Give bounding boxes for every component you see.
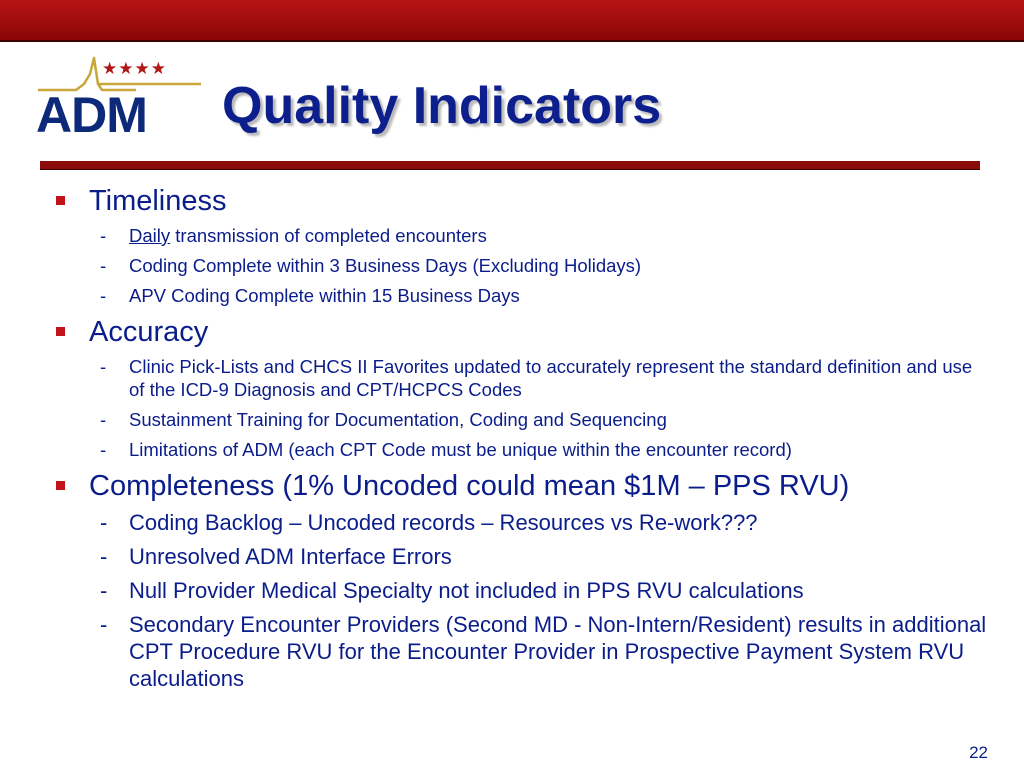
accuracy-list: [52, 355, 992, 461]
underlined-text: Daily: [129, 225, 171, 246]
dash-bullet: -: [100, 409, 107, 430]
list-item: - Coding Backlog – Uncoded records – Resources vs Re-work???: [100, 510, 758, 535]
section-heading-completeness: Completeness (1% Uncoded could mean $1M – PPS RVU): [52, 469, 992, 503]
dash-bullet: -: [100, 356, 107, 377]
section-heading-timeliness: Timeliness: [52, 184, 992, 218]
list-item: - APV Coding Complete within 15 Business Days: [100, 285, 520, 306]
square-bullet-icon: [56, 481, 65, 490]
dash-bullet: -: [100, 255, 107, 276]
title-divider: [40, 161, 980, 170]
timeliness-list: [52, 224, 992, 307]
list-item: - Null Provider Medical Specialty not included in PPS RVU calculations: [100, 578, 804, 603]
dash-bullet: -: [100, 439, 107, 460]
slide-title: Quality Indicators: [222, 77, 662, 135]
logo-text: ADM: [36, 87, 147, 143]
completeness-list: [52, 509, 992, 692]
list-item: - Secondary Encounter Providers (Second MD - Non-Intern/Resident) results in additional CPT Procedure RVU for the Encounter Provider in Prospective Payment System RVU calculations: [100, 612, 987, 691]
list-item: - Limitations of ADM (each CPT Code must be unique within the encounter record): [100, 439, 792, 460]
top-banner: [0, 0, 1024, 42]
list-item: - Coding Complete within 3 Business Days (Excluding Holidays): [100, 255, 642, 276]
dash-bullet: -: [100, 510, 108, 535]
dash-bullet: -: [100, 544, 108, 569]
list-item: - Daily transmission of completed encounters: [100, 225, 487, 246]
slide-body: [52, 184, 992, 700]
dash-bullet: -: [100, 285, 107, 306]
dash-bullet: -: [100, 225, 107, 246]
list-item: - Sustainment Training for Documentation, Coding and Sequencing: [100, 409, 667, 430]
dash-bullet: -: [100, 612, 108, 637]
section-heading-accuracy: Accuracy: [52, 315, 992, 349]
list-item: - Unresolved ADM Interface Errors: [100, 544, 452, 569]
square-bullet-icon: [56, 327, 65, 336]
adm-logo: [36, 54, 206, 143]
page-number: 22: [969, 743, 988, 762]
square-bullet-icon: [56, 196, 65, 205]
logo-stars: ★★★★: [102, 59, 167, 78]
list-item: - Clinic Pick-Lists and CHCS II Favorites updated to accurately represent the standard definition and use of the ICD-9 Diagnosis and CPT/HCPCS Codes: [100, 356, 973, 400]
dash-bullet: -: [100, 578, 108, 603]
